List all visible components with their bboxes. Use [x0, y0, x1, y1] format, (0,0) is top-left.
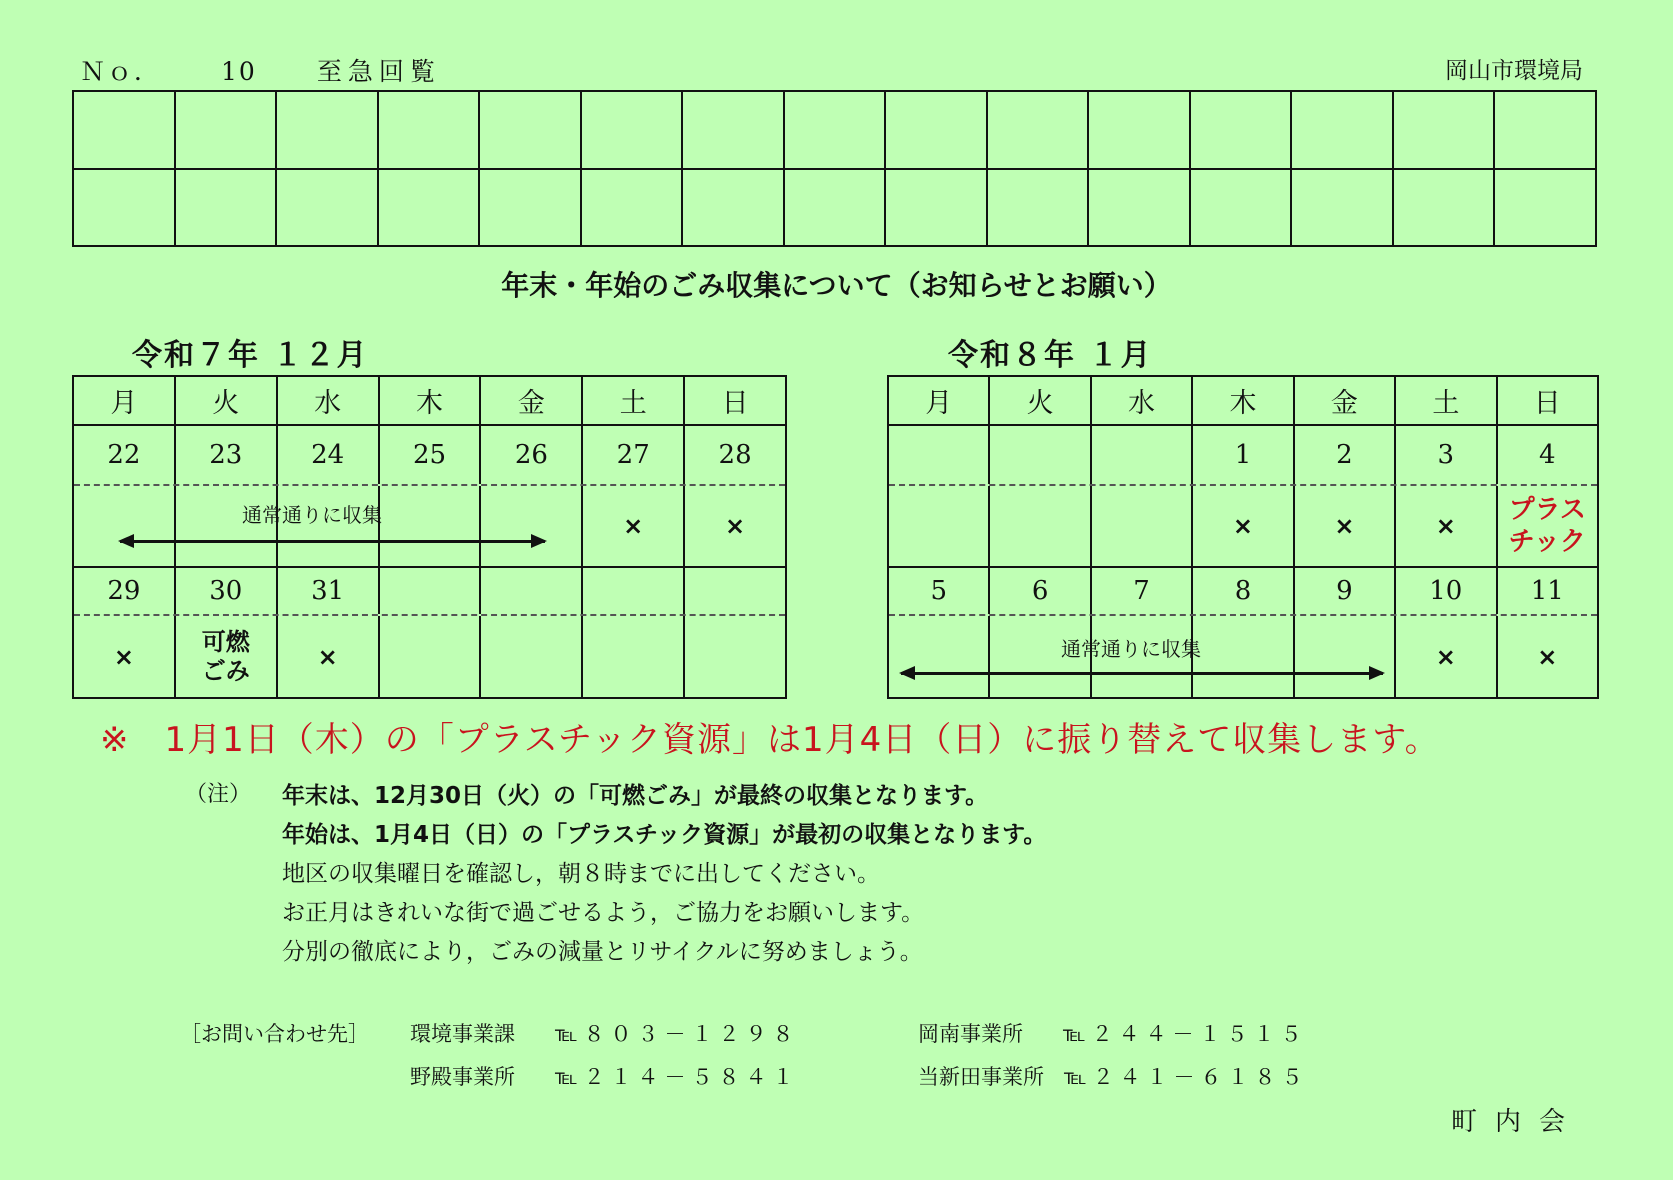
date-row [74, 568, 785, 616]
notes-label: （注） [185, 782, 252, 807]
collection-cell [481, 616, 583, 697]
collection-cell [889, 486, 990, 566]
note-line: お正月はきれいな街で過ごせるよう，ご協力をお願いします。 [282, 900, 925, 926]
date-cell: 4 [1538, 440, 1556, 470]
note-year-end: 年末は、12月30日（火）の「可燃ごみ」が最終の収集となります。 [282, 783, 989, 809]
date-cell [1092, 426, 1193, 484]
contact-item [918, 1018, 1308, 1048]
date-cell [481, 568, 583, 614]
weekday-header [889, 377, 1597, 426]
notes-list [282, 777, 1046, 972]
date-cell: 23 [176, 426, 278, 484]
phone-icon: ℡ [1064, 1065, 1093, 1089]
no-collection-mark: × [1193, 486, 1294, 566]
weekday-mon: 月 [889, 377, 990, 424]
date-cell: 7 [1092, 568, 1193, 614]
no-collection-mark: × [1295, 486, 1396, 566]
calendar-title-december: 令和７年 １２月 [132, 338, 369, 373]
date-cell: 24 [278, 426, 380, 484]
collection-cell [1193, 616, 1294, 697]
weekday-mon: 月 [74, 377, 176, 424]
calendar-title-january: 令和８年 １月 [948, 338, 1153, 373]
stamp-row [73, 169, 1596, 247]
collection-cell [990, 486, 1091, 566]
date-cell: 11 [1530, 576, 1564, 606]
date-row [74, 426, 785, 486]
collection-cell [1092, 486, 1193, 566]
date-cell: 28 [718, 440, 752, 470]
normal-collection-arrow [901, 672, 1383, 675]
plastic-reschedule-notice: ※ 1月1日（木）の「プラスチック資源」は1月4日（日）に振り替えて収集します。 [100, 720, 1440, 760]
date-cell: 8 [1193, 568, 1294, 614]
date-cell: 30 [176, 568, 278, 614]
no-collection-mark: × [1537, 642, 1558, 671]
note-year-start: 年始は、1月4日（日）の「プラスチック資源」が最初の収集となります。 [282, 822, 1047, 848]
phone-number: ８０３－１２９８ [583, 1022, 800, 1046]
phone-number: ２４４－１５１５ [1091, 1022, 1308, 1046]
collection-cell [685, 616, 785, 697]
date-cell [685, 568, 785, 614]
collection-cell [583, 616, 685, 697]
date-cell: 3 [1396, 426, 1497, 484]
date-cell: 6 [990, 568, 1091, 614]
burnable-garbage-label: 可燃 ごみ [176, 616, 278, 697]
collection-row [889, 486, 1597, 568]
no-collection-mark: × [725, 512, 746, 540]
note-line: 分別の徹底により，ごみの減量とリサイクルに努めましょう。 [282, 939, 923, 965]
no-collection-mark: × [74, 616, 176, 697]
date-cell: 2 [1295, 426, 1396, 484]
collection-row [74, 486, 785, 568]
department: 岡山市環境局 [1445, 58, 1583, 84]
stamp-row [73, 91, 1596, 169]
office-name: 野殿事業所 [410, 1065, 515, 1089]
collection-cell [889, 616, 990, 697]
weekday-sun: 日 [1533, 388, 1561, 419]
no-collection-mark: × [1396, 616, 1497, 697]
weekday-header [74, 377, 785, 426]
no-collection-mark: × [1396, 486, 1497, 566]
date-cell: 9 [1295, 568, 1396, 614]
weekday-thu: 木 [380, 377, 482, 424]
normal-collection-label: 通常通りに収集 [1061, 637, 1201, 661]
note-line: 地区の収集曜日を確認し，朝８時までに出してください。 [282, 861, 880, 887]
weekday-sat: 土 [583, 377, 685, 424]
collection-cell [1295, 616, 1396, 697]
calendar-january [887, 375, 1599, 699]
date-cell: 31 [278, 568, 380, 614]
date-cell: 26 [481, 426, 583, 484]
number-label: Ｎｏ． [80, 57, 162, 86]
date-cell [583, 568, 685, 614]
date-cell: 27 [583, 426, 685, 484]
no-collection-mark: × [278, 616, 380, 697]
office-name: 岡南事業所 [918, 1022, 1023, 1046]
weekday-wed: 水 [1092, 377, 1193, 424]
weekday-thu: 木 [1193, 377, 1294, 424]
number-value: 10 [221, 57, 257, 86]
phone-icon: ℡ [555, 1065, 584, 1089]
page-heading: 年末・年始のごみ収集について（お知らせとお願い） [501, 269, 1172, 302]
date-cell: 29 [74, 568, 176, 614]
neighborhood-association: 町内会 [1450, 1107, 1583, 1137]
date-cell [380, 568, 482, 614]
date-cell: 22 [74, 426, 176, 484]
weekday-tue: 火 [176, 377, 278, 424]
collection-row [74, 616, 785, 697]
date-cell [990, 426, 1091, 484]
collection-cell [74, 486, 176, 566]
office-name: 環境事業課 [410, 1022, 515, 1046]
date-cell [889, 426, 990, 484]
seal-stamp-grid [72, 90, 1597, 247]
weekday-sun: 日 [721, 388, 749, 419]
contact-item [410, 1018, 800, 1048]
contact-item [410, 1061, 800, 1091]
normal-collection-arrow [120, 540, 545, 543]
normal-collection-label: 通常通りに収集 [242, 503, 382, 527]
date-cell: 10 [1396, 568, 1497, 614]
weekday-sat: 土 [1396, 377, 1497, 424]
date-cell: 5 [889, 568, 990, 614]
phone-icon: ℡ [1063, 1022, 1092, 1046]
date-row [889, 426, 1597, 486]
weekday-fri: 金 [481, 377, 583, 424]
contact-label: ［お問い合わせ先］ [180, 1022, 369, 1046]
phone-number: ２４１－６１８５ [1092, 1065, 1309, 1089]
circular-title: 至急回覧 [316, 57, 441, 86]
collection-cell [380, 616, 482, 697]
plastic-collection-label: プラス チック [1508, 494, 1586, 557]
date-row [889, 568, 1597, 616]
weekday-tue: 火 [990, 377, 1091, 424]
calendar-december [72, 375, 787, 699]
phone-icon: ℡ [555, 1022, 584, 1046]
collection-cell [380, 486, 482, 566]
circular-number [80, 52, 441, 88]
collection-row [889, 616, 1597, 697]
phone-number: ２１４－５８４１ [583, 1065, 800, 1089]
weekday-fri: 金 [1295, 377, 1396, 424]
collection-cell [481, 486, 583, 566]
contact-item [918, 1061, 1309, 1091]
office-name: 当新田事業所 [918, 1065, 1044, 1089]
date-cell: 25 [380, 426, 482, 484]
weekday-wed: 水 [278, 377, 380, 424]
date-cell: 1 [1193, 426, 1294, 484]
no-collection-mark: × [583, 486, 685, 566]
